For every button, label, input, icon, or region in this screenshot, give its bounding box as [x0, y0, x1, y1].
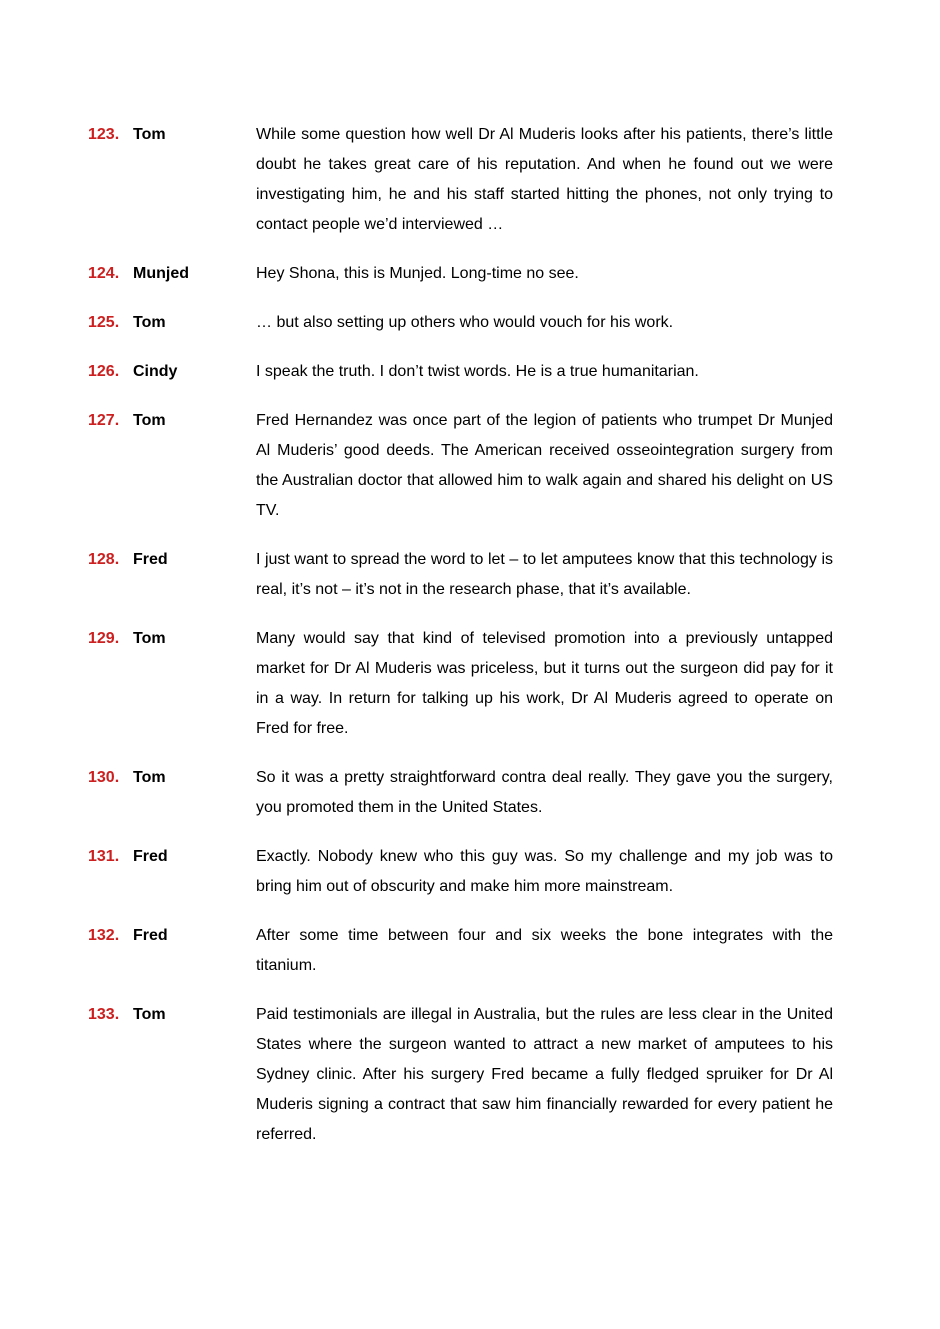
speaker-name: Cindy [133, 363, 178, 380]
line-number: 129. [88, 630, 120, 647]
transcript-entry-132 [88, 921, 833, 981]
transcript-entry-130 [88, 763, 833, 823]
dialogue-text: Paid testimonials are illegal in Australia, but the rules are less clear in the United States where the surgeon wanted to attract a new market of amputees to his Sydney clinic. After his surgery Fred became a fully fledged spruiker for Dr Al Muderis signing a contract that saw him financially rewarded for every patient he referred. [256, 1006, 833, 1143]
line-number: 123. [88, 126, 120, 143]
line-number: 133. [88, 1006, 120, 1023]
dialogue-text: Fred Hernandez was once part of the legion of patients who trumpet Dr Munjed Al Muderis’ good deeds. The American received osseointegration surgery from the Australian doctor that allowed him to walk again and shared his delight on US TV. [256, 412, 833, 519]
dialogue-text: So it was a pretty straightforward contra deal really. They gave you the surgery, you promoted them in the United States. [256, 769, 833, 816]
dialogue-text: … but also setting up others who would vouch for his work. [256, 314, 674, 331]
dialogue-text: Exactly. Nobody knew who this guy was. So my challenge and my job was to bring him out of obscurity and make him more mainstream. [256, 848, 833, 895]
speaker-name: Tom [133, 412, 166, 429]
line-number: 126. [88, 363, 120, 380]
dialogue-text: While some question how well Dr Al Muderis looks after his patients, there’s little doubt he takes great care of his reputation. And when he found out we were investigating him, he and his staff started hitting the phones, not only trying to contact people we’d interviewed … [256, 126, 833, 233]
line-number: 128. [88, 551, 120, 568]
transcript-entry-123 [88, 120, 833, 240]
speaker-name: Munjed [133, 265, 189, 282]
line-number: 130. [88, 769, 120, 786]
speaker-name: Tom [133, 630, 166, 647]
speaker-name: Fred [133, 848, 168, 865]
speaker-name: Tom [133, 1006, 166, 1023]
dialogue-text: After some time between four and six weeks the bone integrates with the titanium. [256, 927, 833, 974]
transcript-entry-127 [88, 406, 833, 526]
dialogue-text: Hey Shona, this is Munjed. Long-time no see. [256, 265, 579, 282]
line-number: 124. [88, 265, 120, 282]
transcript-entry-128 [88, 545, 833, 605]
transcript-entry-133 [88, 1000, 833, 1150]
dialogue-text: I speak the truth. I don’t twist words. He is a true humanitarian. [256, 363, 699, 380]
line-number: 131. [88, 848, 120, 865]
transcript-entry-129 [88, 624, 833, 744]
line-number: 132. [88, 927, 120, 944]
transcript-entry-126 [88, 357, 833, 387]
transcript [88, 120, 833, 1169]
speaker-name: Fred [133, 927, 168, 944]
transcript-entry-131 [88, 842, 833, 902]
speaker-name: Tom [133, 769, 166, 786]
dialogue-text: I just want to spread the word to let – to let amputees know that this technology is real, it’s not – it’s not in the research phase, that it’s available. [256, 551, 833, 598]
speaker-name: Fred [133, 551, 168, 568]
transcript-entry-125 [88, 308, 833, 338]
line-number: 127. [88, 412, 120, 429]
speaker-name: Tom [133, 126, 166, 143]
transcript-entry-124 [88, 259, 833, 289]
speaker-name: Tom [133, 314, 166, 331]
line-number: 125. [88, 314, 120, 331]
dialogue-text: Many would say that kind of televised promotion into a previously untapped market for Dr Al Muderis was priceless, but it turns out the surgeon did pay for it in a way. In return for talking up his work, Dr Al Muderis agreed to operate on Fred for free. [256, 630, 833, 737]
